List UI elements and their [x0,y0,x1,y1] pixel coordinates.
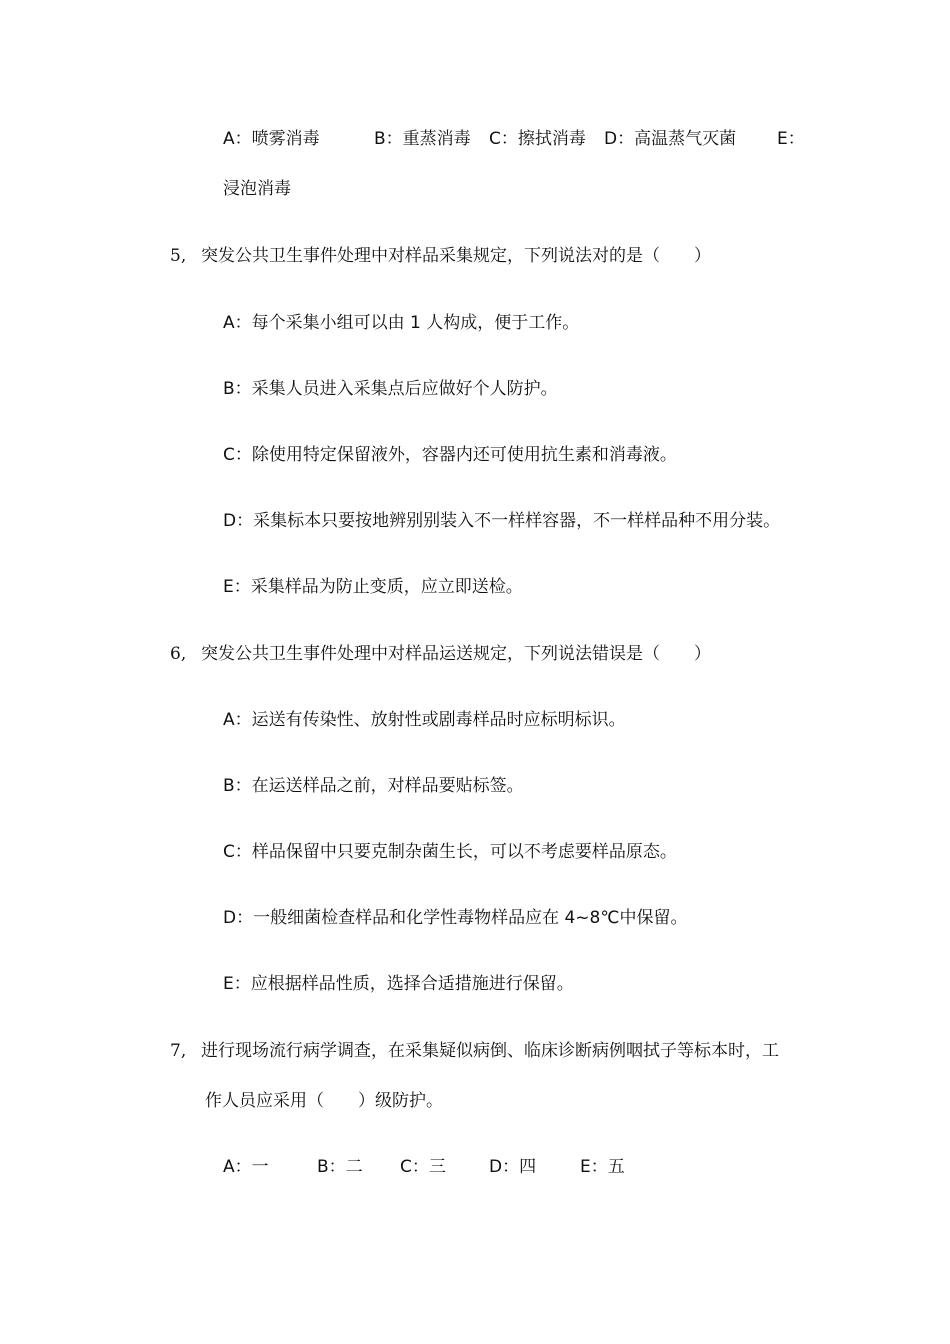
q5-option-c: C：除使用特定保留液外，容器内还可使用抗生素和消毒液。 [223,445,677,465]
q6-option-c: C：样品保留中只要克制杂菌生长，可以不考虑要样品原态。 [223,842,677,862]
q6-option-b: B：在运送样品之前，对样品要贴标签。 [223,776,524,796]
question-5-number: 5, [170,246,187,266]
q6-option-d: D：一般细菌检查样品和化学性毒物样品应在 4~8℃中保留。 [223,908,688,928]
question-6-number: 6, [170,644,187,664]
q7-option-c: C：三 [400,1157,446,1177]
q4-option-e-continued: 浸泡消毒 [223,179,291,199]
q4-option-d: D：高温蒸气灭菌 [604,129,737,149]
q6-option-e: E：应根据样品性质，选择合适措施进行保留。 [223,974,574,994]
q5-option-b: B：采集人员进入采集点后应做好个人防护。 [223,379,558,399]
q7-option-a: A：一 [223,1157,269,1177]
q4-option-c: C：擦拭消毒 [489,129,586,149]
question-5-text: 突发公共卫生事件处理中对样品采集规定，下列说法对的是（ ） [201,246,711,266]
question-6-text: 突发公共卫生事件处理中对样品运送规定，下列说法错误是（ ） [201,644,711,664]
q5-option-e: E：采集样品为防止变质，应立即送检。 [223,577,523,597]
q5-option-d: D：采集标本只要按地辨别别装入不一样样容器，不一样样品种不用分装。 [223,511,781,531]
q7-option-d: D：四 [489,1157,537,1177]
question-7-text-line1: 进行现场流行病学调查，在采集疑似病倒、临床诊断病例咽拭子等标本时，工 [201,1041,779,1061]
question-7-text-line2: 作人员应采用（ ）级防护。 [205,1091,443,1111]
q7-option-b: B：二 [317,1157,363,1177]
q6-option-a: A：运送有传染性、放射性或剧毒样品时应标明标识。 [223,710,626,730]
q4-option-a: A：喷雾消毒 [223,129,320,149]
q7-option-e: E：五 [580,1157,625,1177]
q5-option-a: A：每个采集小组可以由 1 人构成，便于工作。 [223,313,580,333]
q4-option-b: B：重蒸消毒 [374,129,471,149]
question-7-number: 7, [170,1041,187,1061]
q4-option-e: E： [777,129,805,149]
